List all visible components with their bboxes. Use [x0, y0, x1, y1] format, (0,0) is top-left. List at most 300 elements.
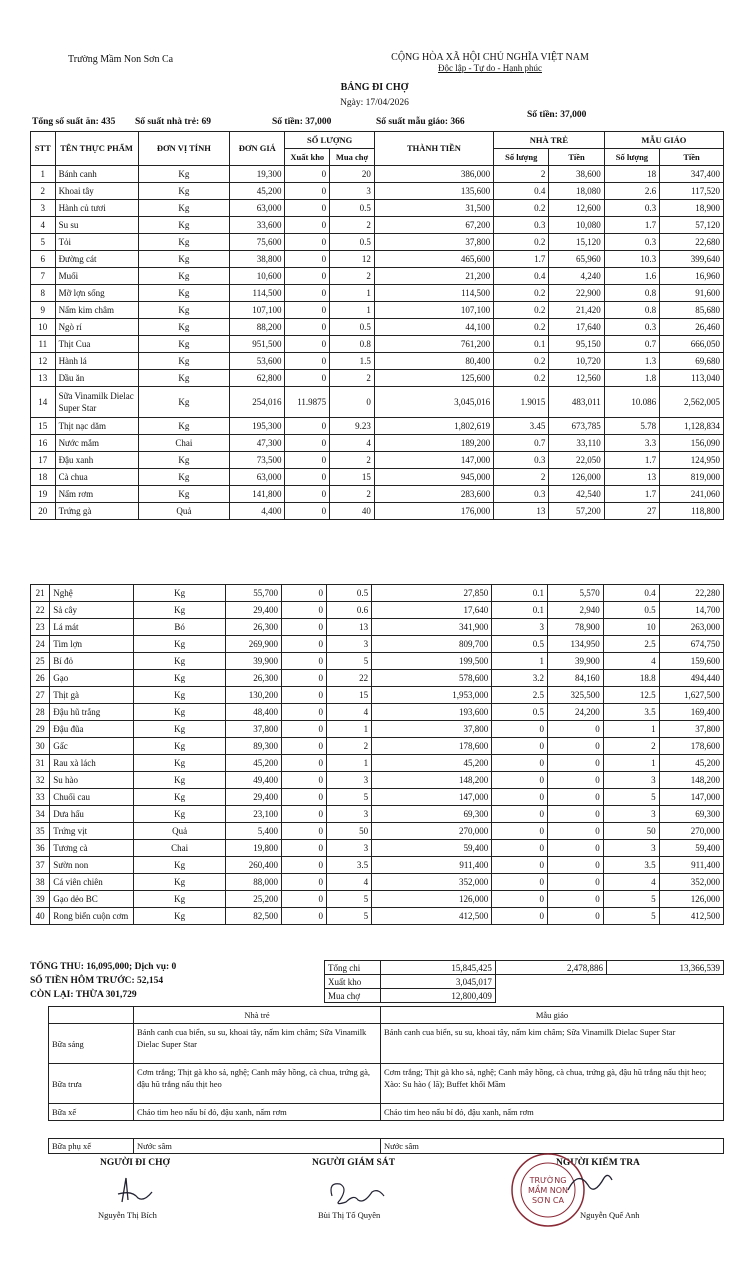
- row-mg-qty: 0.7: [604, 336, 659, 353]
- row-nt-money: 126,000: [549, 469, 604, 486]
- row-mg-money: 69,680: [660, 353, 724, 370]
- row-stt: 39: [31, 891, 50, 908]
- row-name: Trứng gà: [55, 503, 138, 520]
- row-nt-qty: 0: [492, 874, 548, 891]
- row-xk: 0: [282, 704, 327, 721]
- meal-table: [48, 1006, 724, 1121]
- row-xk: 0: [285, 452, 330, 469]
- row-mg-money: 118,800: [660, 503, 724, 520]
- row-stt: 15: [31, 418, 56, 435]
- row-total: 44,100: [374, 319, 493, 336]
- row-nt-money: 483,011: [549, 387, 604, 418]
- row-xk: 0: [285, 251, 330, 268]
- row-mg-qty: 0.8: [604, 285, 659, 302]
- row-name: Sườn non: [50, 857, 134, 874]
- nation-title: CỘNG HÒA XÃ HỘI CHỦ NGHĨA VIỆT NAM: [391, 52, 589, 63]
- total-spend-mg: 13,366,539: [606, 961, 723, 975]
- row-name: Nấm rơm: [55, 486, 138, 503]
- row-name: Chuối cau: [50, 789, 134, 806]
- row-unit: Kg: [138, 469, 230, 486]
- row-mg-money: 241,060: [660, 486, 724, 503]
- row-name: Thịt Cua: [55, 336, 138, 353]
- row-mc: 1: [327, 721, 372, 738]
- sig-supervisor-name: Bùi Thị Tố Quyên: [318, 1210, 381, 1220]
- row-nt-qty: 0: [492, 840, 548, 857]
- row-total: 1,953,000: [372, 687, 492, 704]
- row-total: 3,045,016: [374, 387, 493, 418]
- row-stt: 30: [31, 738, 50, 755]
- row-nt-qty: 0.2: [494, 319, 549, 336]
- row-mg-qty: 0.3: [604, 319, 659, 336]
- row-price: 23,100: [226, 806, 282, 823]
- row-total: 27,850: [372, 585, 492, 602]
- row-nt-money: 10,720: [549, 353, 604, 370]
- col-mg-sl: Số lượng: [604, 149, 659, 166]
- row-unit: Kg: [138, 183, 230, 200]
- row-unit: Kg: [133, 806, 225, 823]
- row-mg-money: 347,400: [660, 166, 724, 183]
- row-nt-qty: 3: [492, 619, 548, 636]
- row-mg-qty: 13: [604, 469, 659, 486]
- row-mg-qty: 5: [603, 789, 659, 806]
- row-unit: Quả: [138, 503, 230, 520]
- svg-text:SƠN CA: SƠN CA: [532, 1196, 564, 1205]
- row-total: 341,900: [372, 619, 492, 636]
- row-nt-qty: 0.2: [494, 285, 549, 302]
- page-date: Ngày: 17/04/2026: [340, 98, 409, 108]
- row-stt: 25: [31, 653, 50, 670]
- row-xk: 0: [282, 670, 327, 687]
- row-mc: 13: [327, 619, 372, 636]
- row-name: Gạo dẻo BC: [50, 891, 134, 908]
- row-stt: 10: [31, 319, 56, 336]
- row-nt-qty: 0.2: [494, 200, 549, 217]
- row-nt-qty: 0.2: [494, 370, 549, 387]
- row-price: 195,300: [230, 418, 285, 435]
- row-xk: 11.9875: [285, 387, 330, 418]
- row-unit: Kg: [133, 687, 225, 704]
- row-nt-qty: 0.4: [494, 183, 549, 200]
- row-mc: 22: [327, 670, 372, 687]
- row-mg-qty: 2: [603, 738, 659, 755]
- row-nt-money: 0: [548, 721, 604, 738]
- meal-nt-header: Nhà trẻ: [134, 1007, 381, 1024]
- table-row: [31, 452, 724, 469]
- row-total: 1,802,619: [374, 418, 493, 435]
- row-nt-qty: 0.1: [494, 336, 549, 353]
- row-xk: 0: [282, 857, 327, 874]
- row-name: Rong biển cuộn cơm: [50, 908, 134, 925]
- row-nt-qty: 0.7: [494, 435, 549, 452]
- row-mg-qty: 50: [603, 823, 659, 840]
- row-total: 37,800: [372, 721, 492, 738]
- row-mg-qty: 0.5: [603, 602, 659, 619]
- total-spend: 15,845,425: [380, 961, 495, 975]
- table-row: [31, 234, 724, 251]
- table-row: [31, 336, 724, 353]
- col-mc: Mua chợ: [330, 149, 375, 166]
- row-mg-qty: 1.7: [604, 452, 659, 469]
- row-total: 69,300: [372, 806, 492, 823]
- row-name: Đường cát: [55, 251, 138, 268]
- market-table-part1: [30, 131, 724, 520]
- row-nt-qty: 0.3: [494, 486, 549, 503]
- signature-buyer: [110, 1172, 170, 1207]
- row-mg-money: 85,680: [660, 302, 724, 319]
- row-nt-qty: 0: [492, 755, 548, 772]
- row-xk: 0: [285, 486, 330, 503]
- table-row: [31, 619, 724, 636]
- meal-label: Bữa sáng: [49, 1024, 134, 1064]
- row-nt-money: 0: [548, 891, 604, 908]
- meal-mg: Cơm trắng; Thịt gà kho sả, nghệ; Canh mây hồng, cà chua, trứng gà, đậu hũ trắng nấu thịt heo; Xào: Su hào ( lã); Buffet khối Mầm: [381, 1064, 724, 1104]
- row-nt-qty: 1.7: [494, 251, 549, 268]
- row-mg-money: 22,680: [660, 234, 724, 251]
- table-row: [31, 469, 724, 486]
- row-nt-money: 325,500: [548, 687, 604, 704]
- row-unit: Kg: [138, 370, 230, 387]
- table-row: [31, 823, 724, 840]
- extra-meal-mg: Nước sâm: [381, 1139, 724, 1154]
- row-price: 49,400: [226, 772, 282, 789]
- row-price: 29,400: [226, 602, 282, 619]
- row-nt-money: 10,080: [549, 217, 604, 234]
- row-mg-qty: 12.5: [603, 687, 659, 704]
- row-mg-qty: 1.6: [604, 268, 659, 285]
- row-mg-qty: 0.3: [604, 200, 659, 217]
- row-mg-qty: 2.6: [604, 183, 659, 200]
- row-xk: 0: [282, 738, 327, 755]
- row-mg-qty: 1: [603, 755, 659, 772]
- row-xk: 0: [282, 653, 327, 670]
- row-xk: 0: [285, 319, 330, 336]
- row-nt-money: 33,110: [549, 435, 604, 452]
- row-mc: 1: [330, 285, 375, 302]
- row-xk: 0: [282, 891, 327, 908]
- row-mg-money: 18,900: [660, 200, 724, 217]
- row-nt-qty: 3.2: [492, 670, 548, 687]
- row-total: 945,000: [374, 469, 493, 486]
- row-mg-money: 169,400: [659, 704, 723, 721]
- row-mg-qty: 3: [603, 840, 659, 857]
- row-stt: 31: [31, 755, 50, 772]
- row-xk: 0: [282, 772, 327, 789]
- row-mc: 5: [327, 653, 372, 670]
- row-mc: 2: [330, 370, 375, 387]
- row-nt-qty: 0.5: [492, 704, 548, 721]
- row-unit: Kg: [138, 353, 230, 370]
- row-nt-qty: 1: [492, 653, 548, 670]
- row-nt-qty: 0: [492, 738, 548, 755]
- row-nt-money: 134,950: [548, 636, 604, 653]
- row-nt-money: 95,150: [549, 336, 604, 353]
- row-stt: 20: [31, 503, 56, 520]
- col-name: TÊN THỰC PHẨM: [55, 132, 138, 166]
- row-mg-money: 666,050: [660, 336, 724, 353]
- remaining-balance: CÒN LẠI: THỪA 301,729: [30, 990, 137, 1000]
- row-price: 89,300: [226, 738, 282, 755]
- row-total: 31,500: [374, 200, 493, 217]
- row-mg-money: 91,600: [660, 285, 724, 302]
- row-mg-money: 16,960: [660, 268, 724, 285]
- row-mg-qty: 27: [604, 503, 659, 520]
- row-nt-qty: 1.9015: [494, 387, 549, 418]
- row-mc: 0: [330, 387, 375, 418]
- table-row: [31, 166, 724, 183]
- row-mc: 0.8: [330, 336, 375, 353]
- col-qty: SỐ LƯỢNG: [285, 132, 374, 149]
- col-nt-sl: Số lượng: [494, 149, 549, 166]
- row-mg-money: 37,800: [659, 721, 723, 738]
- school-name: Trường Mầm Non Sơn Ca: [68, 54, 174, 65]
- row-stt: 17: [31, 452, 56, 469]
- row-name: Thịt nạc dăm: [55, 418, 138, 435]
- extra-meal-nt: Nước sâm: [134, 1139, 381, 1154]
- row-total: 80,400: [374, 353, 493, 370]
- row-price: 10,600: [230, 268, 285, 285]
- nation-motto: Độc lập - Tự do - Hạnh phúc: [438, 63, 542, 73]
- row-mg-qty: 3.5: [603, 704, 659, 721]
- row-total: 17,640: [372, 602, 492, 619]
- row-xk: 0: [282, 636, 327, 653]
- row-total: 67,200: [374, 217, 493, 234]
- row-nt-money: 0: [548, 908, 604, 925]
- row-nt-qty: 0.5: [492, 636, 548, 653]
- national-header: [390, 52, 590, 73]
- stat-total: Tổng số suất ăn: 435: [32, 117, 116, 127]
- market-label: Mua chợ: [325, 989, 381, 1003]
- row-unit: Kg: [138, 486, 230, 503]
- row-xk: 0: [285, 234, 330, 251]
- row-stt: 28: [31, 704, 50, 721]
- row-stt: 18: [31, 469, 56, 486]
- row-nt-money: 24,200: [548, 704, 604, 721]
- row-xk: 0: [282, 806, 327, 823]
- row-stt: 11: [31, 336, 56, 353]
- row-price: 26,300: [226, 619, 282, 636]
- table-row: [31, 486, 724, 503]
- row-total: 107,100: [374, 302, 493, 319]
- row-total: 21,200: [374, 268, 493, 285]
- row-mg-qty: 4: [603, 874, 659, 891]
- row-xk: 0: [282, 585, 327, 602]
- row-unit: Kg: [133, 585, 225, 602]
- row-price: 45,200: [226, 755, 282, 772]
- row-price: 63,000: [230, 200, 285, 217]
- row-name: Dưa hấu: [50, 806, 134, 823]
- row-unit: Kg: [138, 251, 230, 268]
- row-unit: Kg: [133, 602, 225, 619]
- row-mc: 3.5: [327, 857, 372, 874]
- row-unit: Kg: [138, 166, 230, 183]
- row-total: 352,000: [372, 874, 492, 891]
- row-mg-qty: 18: [604, 166, 659, 183]
- row-mc: 12: [330, 251, 375, 268]
- row-xk: 0: [282, 619, 327, 636]
- row-nt-money: 0: [548, 823, 604, 840]
- row-nt-money: 38,600: [549, 166, 604, 183]
- table-row: [31, 268, 724, 285]
- row-mg-money: 45,200: [659, 755, 723, 772]
- row-unit: Kg: [133, 721, 225, 738]
- row-mg-money: 270,000: [659, 823, 723, 840]
- row-unit: Kg: [133, 908, 225, 925]
- row-mg-qty: 5: [603, 908, 659, 925]
- row-nt-money: 673,785: [549, 418, 604, 435]
- row-nt-qty: 0.3: [494, 452, 549, 469]
- table-row: [31, 319, 724, 336]
- total-spend-label: Tổng chi: [325, 961, 381, 975]
- row-name: Khoai tây: [55, 183, 138, 200]
- row-name: Su hào: [50, 772, 134, 789]
- row-price: 26,300: [226, 670, 282, 687]
- row-xk: 0: [282, 602, 327, 619]
- col-nt: NHÀ TRẺ: [494, 132, 605, 149]
- row-total: 761,200: [374, 336, 493, 353]
- stat-money-nt: Số tiền: 37,000: [272, 117, 332, 127]
- col-unit: ĐƠN VỊ TÍNH: [138, 132, 230, 166]
- row-unit: Chai: [133, 840, 225, 857]
- row-unit: Kg: [133, 874, 225, 891]
- row-nt-qty: 0.2: [494, 353, 549, 370]
- previous-balance: SỐ TIỀN HÔM TRƯỚC: 52,154: [30, 976, 164, 986]
- row-xk: 0: [285, 302, 330, 319]
- row-total: 126,000: [372, 891, 492, 908]
- row-total: 386,000: [374, 166, 493, 183]
- table-row: [31, 687, 724, 704]
- row-xk: 0: [285, 200, 330, 217]
- row-mg-qty: 18.8: [603, 670, 659, 687]
- row-nt-qty: 0.1: [492, 602, 548, 619]
- row-total: 59,400: [372, 840, 492, 857]
- row-name: Tim lợn: [50, 636, 134, 653]
- row-xk: 0: [285, 217, 330, 234]
- row-nt-money: 0: [548, 874, 604, 891]
- row-nt-money: 0: [548, 840, 604, 857]
- row-mg-qty: 4: [603, 653, 659, 670]
- table-row: [31, 874, 724, 891]
- table-row: [31, 653, 724, 670]
- table-row: [31, 670, 724, 687]
- row-xk: 0: [282, 755, 327, 772]
- row-stt: 6: [31, 251, 56, 268]
- table-row: [31, 302, 724, 319]
- row-nt-qty: 0: [492, 908, 548, 925]
- row-name: Lá mát: [50, 619, 134, 636]
- row-unit: Kg: [133, 772, 225, 789]
- row-total: 147,000: [374, 452, 493, 469]
- row-mg-qty: 10.3: [604, 251, 659, 268]
- row-mg-qty: 10.086: [604, 387, 659, 418]
- row-price: 951,500: [230, 336, 285, 353]
- row-total: 37,800: [374, 234, 493, 251]
- row-price: 130,200: [226, 687, 282, 704]
- row-price: 19,800: [226, 840, 282, 857]
- row-unit: Kg: [138, 234, 230, 251]
- row-name: Đậu đũa: [50, 721, 134, 738]
- row-nt-money: 0: [548, 806, 604, 823]
- row-name: Su su: [55, 217, 138, 234]
- row-stt: 13: [31, 370, 56, 387]
- row-xk: 0: [285, 353, 330, 370]
- meal-nt: Bánh canh cua biển, su su, khoai tây, nấm kim châm; Sữa Vinamilk Dielac Super Star: [134, 1024, 381, 1064]
- row-xk: 0: [282, 840, 327, 857]
- table-row: [31, 217, 724, 234]
- table-row: [31, 891, 724, 908]
- row-price: 25,200: [226, 891, 282, 908]
- market-table-part2: [30, 584, 724, 925]
- row-mg-money: 117,520: [660, 183, 724, 200]
- table-row: [31, 602, 724, 619]
- row-name: Gấc: [50, 738, 134, 755]
- row-name: Thịt gà: [50, 687, 134, 704]
- row-unit: Bó: [133, 619, 225, 636]
- row-nt-qty: 0: [492, 857, 548, 874]
- col-mg: MẪU GIÁO: [604, 132, 723, 149]
- row-stt: 16: [31, 435, 56, 452]
- row-stt: 37: [31, 857, 50, 874]
- row-nt-money: 5,570: [548, 585, 604, 602]
- row-price: 88,000: [226, 874, 282, 891]
- row-mc: 2: [327, 738, 372, 755]
- row-unit: Kg: [138, 418, 230, 435]
- svg-text:TRƯỜNG: TRƯỜNG: [529, 1176, 567, 1185]
- row-nt-money: 57,200: [549, 503, 604, 520]
- row-total: 809,700: [372, 636, 492, 653]
- row-stt: 1: [31, 166, 56, 183]
- row-name: Hành lá: [55, 353, 138, 370]
- row-name: Hành củ tươi: [55, 200, 138, 217]
- row-nt-qty: 0: [492, 789, 548, 806]
- row-mg-money: 69,300: [659, 806, 723, 823]
- table-row: [31, 721, 724, 738]
- row-unit: Kg: [138, 319, 230, 336]
- row-mg-qty: 5: [603, 891, 659, 908]
- row-name: Dầu ăn: [55, 370, 138, 387]
- table-row: [31, 704, 724, 721]
- row-nt-qty: 2.5: [492, 687, 548, 704]
- row-name: Tương cà: [50, 840, 134, 857]
- table-row: [31, 585, 724, 602]
- row-mc: 0.5: [330, 234, 375, 251]
- row-name: Rau xà lách: [50, 755, 134, 772]
- row-mc: 40: [330, 503, 375, 520]
- row-stt: 14: [31, 387, 56, 418]
- row-nt-money: 12,600: [549, 200, 604, 217]
- sig-inspector-name: Nguyễn Quế Anh: [580, 1210, 640, 1220]
- row-mc: 0.5: [330, 200, 375, 217]
- row-nt-money: 0: [548, 738, 604, 755]
- row-nt-money: 22,050: [549, 452, 604, 469]
- extra-meal-label: Bữa phụ xế: [49, 1139, 134, 1154]
- row-mc: 4: [327, 874, 372, 891]
- row-mc: 3: [327, 840, 372, 857]
- row-total: 114,500: [374, 285, 493, 302]
- row-mg-qty: 0.8: [604, 302, 659, 319]
- row-nt-qty: 0: [492, 721, 548, 738]
- row-price: 47,300: [230, 435, 285, 452]
- stat-mg: Số suất mẫu giáo: 366: [376, 117, 465, 127]
- row-stt: 2: [31, 183, 56, 200]
- row-mg-money: 26,460: [660, 319, 724, 336]
- row-nt-qty: 0.2: [494, 234, 549, 251]
- row-xk: 0: [282, 908, 327, 925]
- row-mc: 3: [327, 806, 372, 823]
- row-mg-qty: 3: [603, 772, 659, 789]
- row-price: 5,400: [226, 823, 282, 840]
- row-price: 269,900: [226, 636, 282, 653]
- row-stt: 3: [31, 200, 56, 217]
